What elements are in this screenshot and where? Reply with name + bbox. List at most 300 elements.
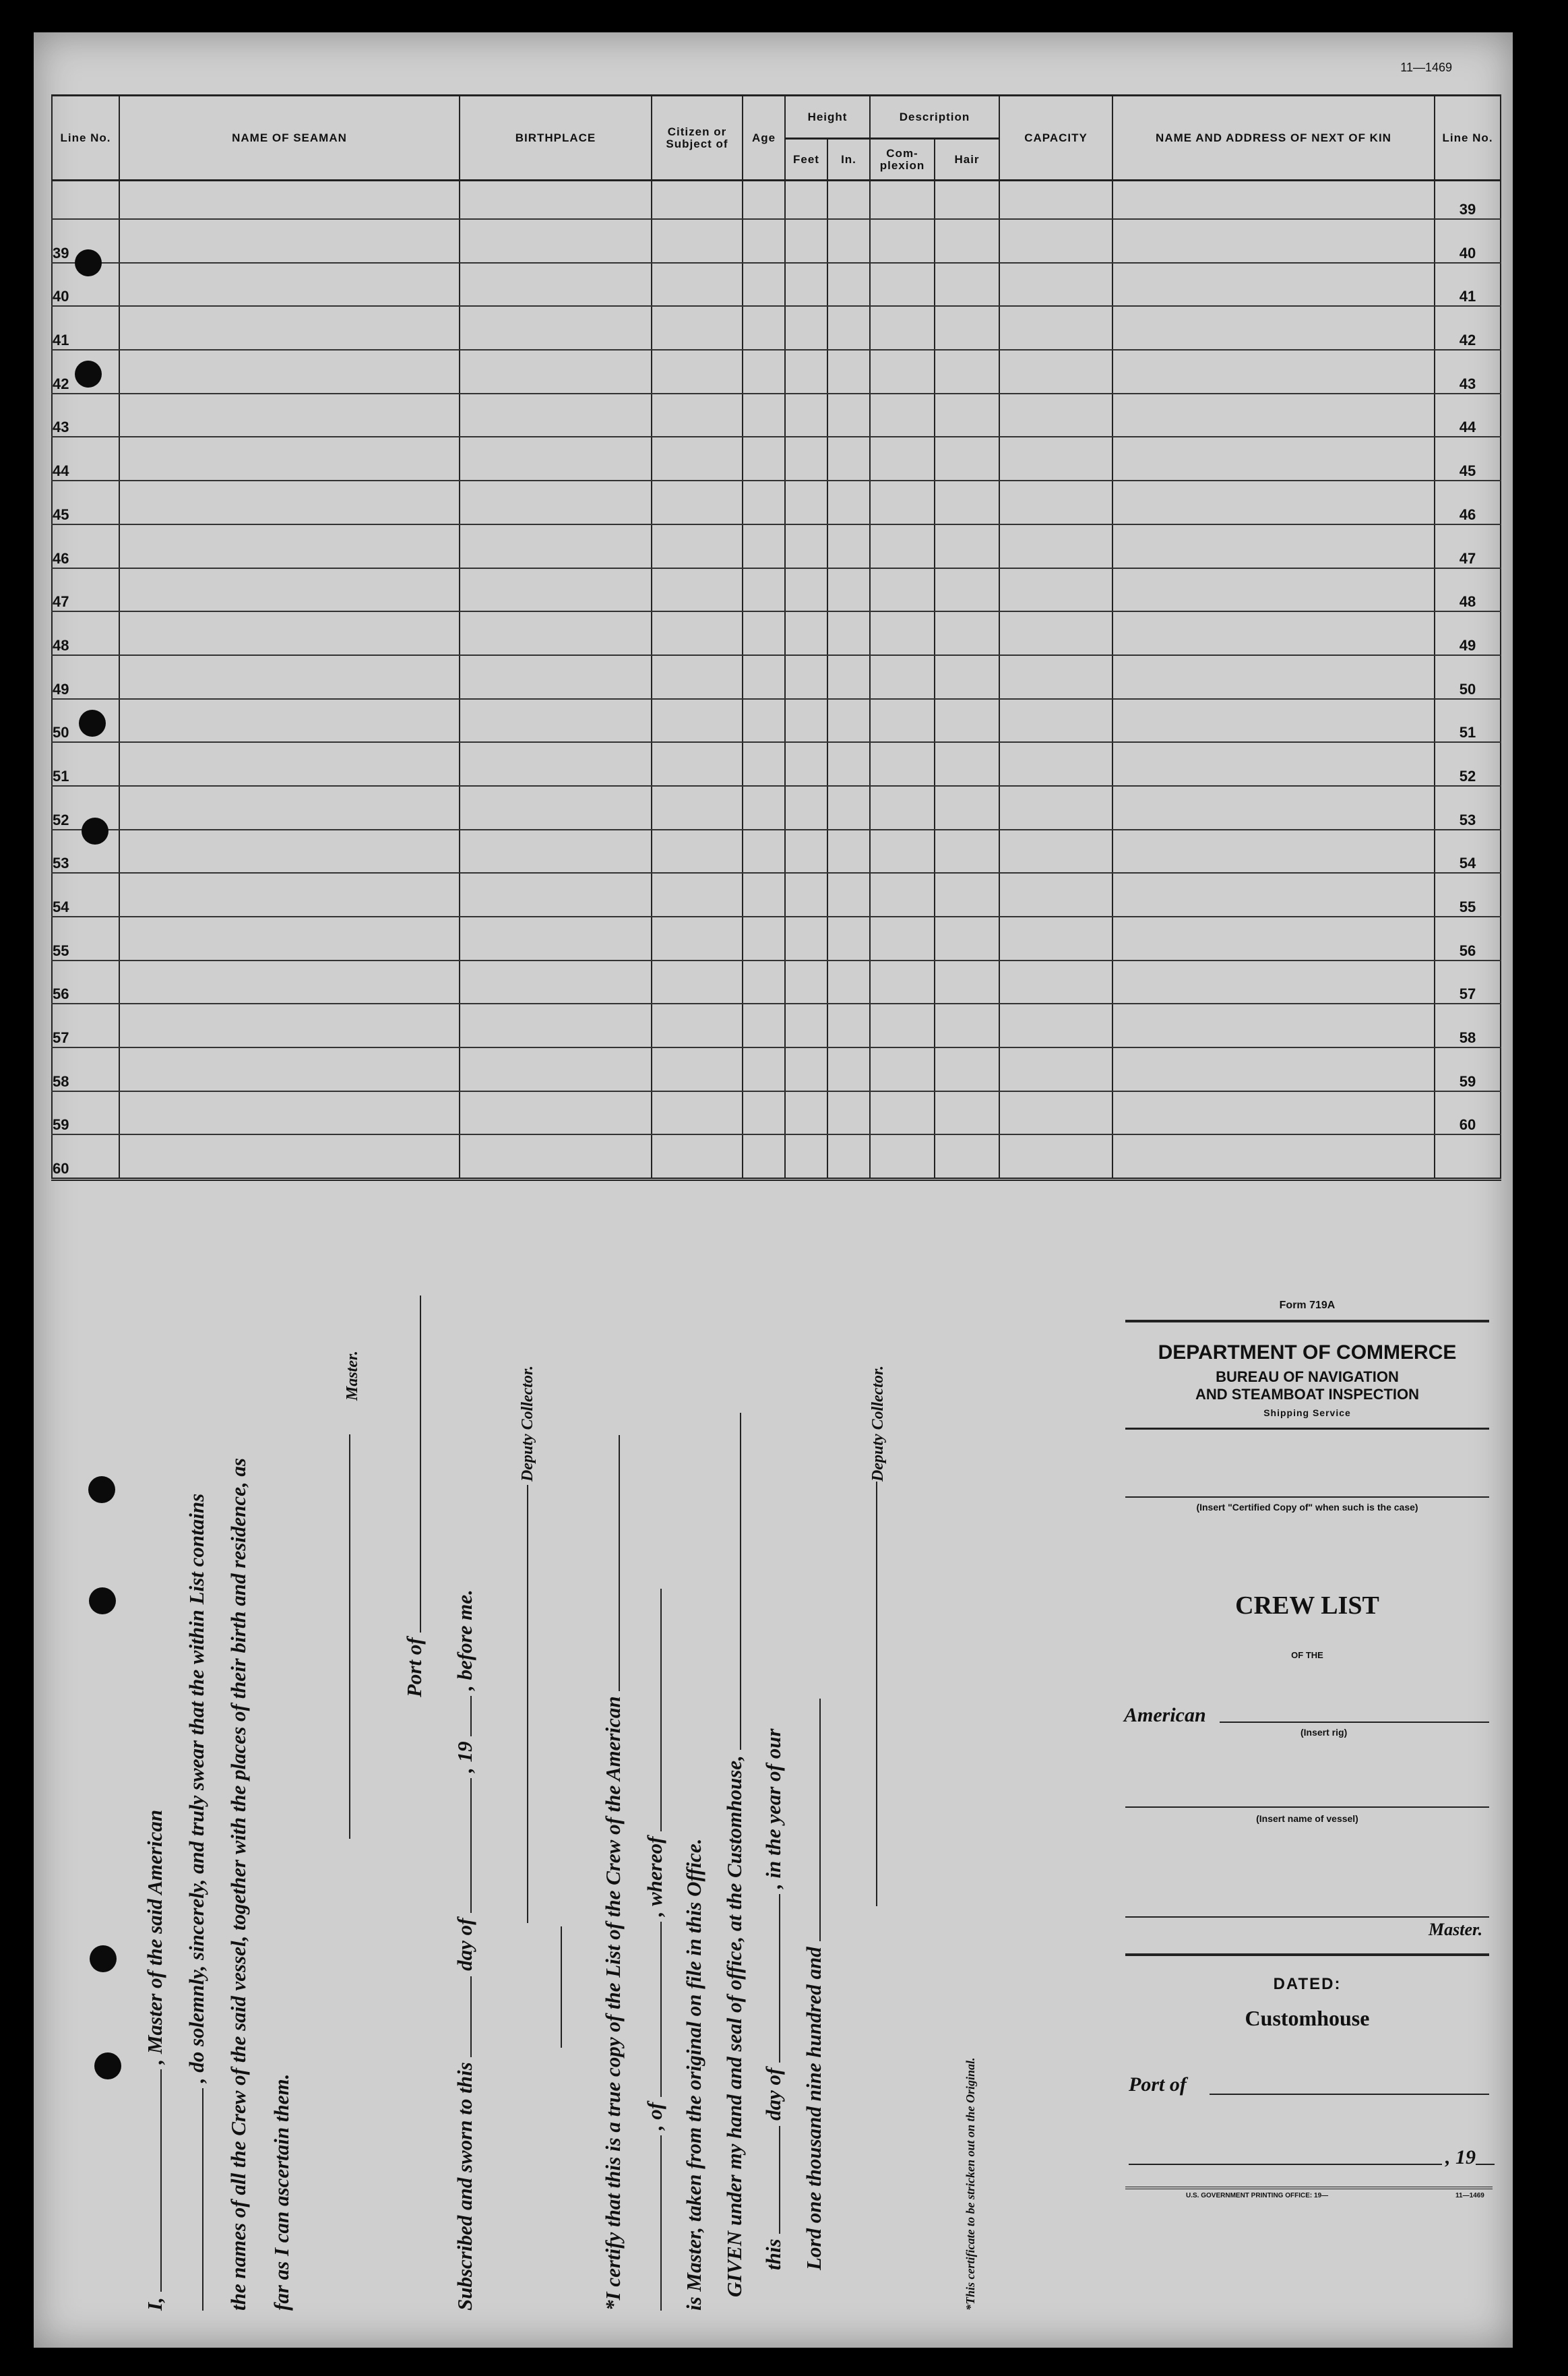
entry-cell[interactable] (743, 699, 785, 743)
entry-cell[interactable] (827, 1004, 870, 1047)
table-row (52, 655, 1501, 699)
entry-cell[interactable] (460, 219, 652, 263)
entry-cell[interactable] (1112, 786, 1435, 830)
entry-cell[interactable] (935, 786, 999, 830)
entry-cell[interactable] (652, 481, 743, 524)
entry-cell[interactable] (827, 873, 870, 917)
entry-cell[interactable] (652, 917, 743, 961)
entry-cell[interactable] (785, 1047, 827, 1091)
entry-cell[interactable] (119, 830, 460, 874)
entry-cell[interactable] (460, 611, 652, 655)
line-number-left: 52 (52, 786, 119, 830)
entry-cell[interactable] (460, 181, 652, 220)
entry-cell[interactable] (743, 1047, 785, 1091)
entry-cell[interactable] (785, 1004, 827, 1047)
entry-cell[interactable] (827, 1091, 870, 1135)
entry-cell[interactable] (743, 394, 785, 437)
line-number-left: 51 (52, 742, 119, 786)
given-month-field[interactable] (760, 1894, 780, 2063)
entry-cell[interactable] (119, 568, 460, 612)
vessel-name-line[interactable] (1125, 1806, 1489, 1808)
entry-cell[interactable] (119, 655, 460, 699)
line-number-left: 56 (52, 961, 119, 1004)
entry-cell[interactable] (785, 1134, 827, 1179)
entry-cell[interactable] (1112, 611, 1435, 655)
entry-cell[interactable] (935, 655, 999, 699)
entry-cell[interactable] (119, 181, 460, 220)
entry-cell[interactable] (1112, 917, 1435, 961)
entry-cell[interactable] (827, 481, 870, 524)
entry-cell[interactable] (785, 786, 827, 830)
entry-cell[interactable] (460, 786, 652, 830)
entry-cell[interactable] (652, 961, 743, 1004)
punch-hole (88, 1476, 115, 1503)
entry-cell[interactable] (999, 699, 1112, 743)
entry-cell[interactable] (935, 524, 999, 568)
entry-cell[interactable] (1112, 350, 1435, 394)
line-number-right: 43 (1435, 350, 1501, 394)
entry-cell[interactable] (743, 742, 785, 786)
entry-cell[interactable] (870, 961, 935, 1004)
entry-cell[interactable] (743, 786, 785, 830)
entry-cell[interactable] (785, 873, 827, 917)
entry-cell[interactable] (460, 1004, 652, 1047)
entry-cell[interactable] (827, 306, 870, 350)
rig-field[interactable] (1220, 1722, 1489, 1723)
entry-cell[interactable] (827, 611, 870, 655)
entry-cell[interactable] (785, 961, 827, 1004)
title-rule-mid (1125, 1428, 1489, 1430)
entry-cell[interactable] (870, 394, 935, 437)
entry-cell[interactable] (119, 394, 460, 437)
entry-cell[interactable] (1112, 481, 1435, 524)
entry-cell[interactable] (743, 655, 785, 699)
entry-cell[interactable] (870, 873, 935, 917)
entry-cell[interactable] (460, 481, 652, 524)
entry-cell[interactable] (652, 263, 743, 307)
entry-cell[interactable] (935, 219, 999, 263)
certify-master-field[interactable] (641, 1589, 662, 1831)
entry-cell[interactable] (935, 481, 999, 524)
entry-cell[interactable] (119, 1047, 460, 1091)
entry-cell[interactable] (999, 263, 1112, 307)
entry-cell[interactable] (743, 961, 785, 1004)
entry-cell[interactable] (827, 699, 870, 743)
entry-cell[interactable] (999, 917, 1112, 961)
entry-cell[interactable] (460, 830, 652, 874)
entry-cell[interactable] (785, 611, 827, 655)
entry-cell[interactable] (1112, 961, 1435, 1004)
entry-cell[interactable] (785, 699, 827, 743)
of-line-b: , whereof (643, 1836, 666, 1917)
entry-cell[interactable] (652, 611, 743, 655)
punch-hole (89, 1587, 116, 1614)
crew-list-title: CREW LIST (1235, 1591, 1379, 1620)
table-row (52, 394, 1501, 437)
subscribed-month-field[interactable] (451, 1778, 472, 1913)
entry-cell[interactable] (652, 394, 743, 437)
entry-cell[interactable] (870, 830, 935, 874)
entry-cell[interactable] (460, 1047, 652, 1091)
table-row (52, 1004, 1501, 1047)
entry-cell[interactable] (119, 350, 460, 394)
dated-label: DATED: (1273, 1975, 1342, 1993)
entry-cell[interactable] (743, 263, 785, 307)
entry-cell[interactable] (119, 481, 460, 524)
table-row (52, 699, 1501, 743)
entry-cell[interactable] (1112, 1047, 1435, 1091)
entry-cell[interactable] (743, 1091, 785, 1135)
entry-cell[interactable] (870, 437, 935, 481)
entry-cell[interactable] (119, 1004, 460, 1047)
deputy-label-1: Deputy Collector. (519, 1366, 536, 1482)
entry-cell[interactable] (652, 181, 743, 220)
crew-table-body (52, 181, 1501, 1180)
header-inches: In. (827, 139, 870, 181)
entry-cell[interactable] (119, 742, 460, 786)
entry-cell[interactable] (870, 1047, 935, 1091)
entry-cell[interactable] (999, 786, 1112, 830)
entry-cell[interactable] (999, 873, 1112, 917)
entry-cell[interactable] (119, 699, 460, 743)
entry-cell[interactable] (785, 181, 827, 220)
entry-cell[interactable] (999, 1047, 1112, 1091)
entry-cell[interactable] (119, 219, 460, 263)
entry-cell[interactable] (460, 873, 652, 917)
entry-cell[interactable] (1112, 699, 1435, 743)
entry-cell[interactable] (785, 1091, 827, 1135)
entry-cell[interactable] (827, 1134, 870, 1179)
entry-cell[interactable] (785, 830, 827, 874)
entry-cell[interactable] (999, 219, 1112, 263)
entry-cell[interactable] (460, 1091, 652, 1135)
entry-cell[interactable] (935, 1091, 999, 1135)
entry-cell[interactable] (119, 873, 460, 917)
entry-cell[interactable] (1112, 306, 1435, 350)
entry-cell[interactable] (743, 873, 785, 917)
entry-cell[interactable] (1112, 263, 1435, 307)
entry-cell[interactable] (935, 917, 999, 961)
master-name-line[interactable] (1125, 1916, 1489, 1918)
entry-cell[interactable] (1112, 394, 1435, 437)
entry-cell[interactable] (935, 437, 999, 481)
entry-cell[interactable] (1112, 742, 1435, 786)
entry-cell[interactable] (870, 263, 935, 307)
entry-cell[interactable] (119, 611, 460, 655)
entry-cell[interactable] (652, 437, 743, 481)
entry-cell[interactable] (935, 306, 999, 350)
master-signature-line[interactable] (349, 1434, 350, 1839)
deputy-signature-line-1[interactable] (527, 1485, 528, 1923)
entry-cell[interactable] (1112, 181, 1435, 220)
entry-cell[interactable] (652, 219, 743, 263)
entry-cell[interactable] (652, 786, 743, 830)
entry-cell[interactable] (827, 917, 870, 961)
entry-cell[interactable] (460, 263, 652, 307)
certified-copy-field[interactable] (1125, 1496, 1489, 1498)
entry-cell[interactable] (460, 961, 652, 1004)
entry-cell[interactable] (999, 961, 1112, 1004)
entry-cell[interactable] (460, 699, 652, 743)
entry-cell[interactable] (785, 437, 827, 481)
entry-cell[interactable] (935, 394, 999, 437)
entry-cell[interactable] (460, 306, 652, 350)
line-number-right: 42 (1435, 306, 1501, 350)
entry-cell[interactable] (119, 306, 460, 350)
entry-cell[interactable] (827, 786, 870, 830)
entry-cell[interactable] (119, 917, 460, 961)
entry-cell[interactable] (999, 524, 1112, 568)
entry-cell[interactable] (785, 481, 827, 524)
entry-cell[interactable] (1112, 655, 1435, 699)
certify-rig-field[interactable] (641, 2135, 662, 2311)
entry-cell[interactable] (652, 1091, 743, 1135)
entry-cell[interactable] (827, 742, 870, 786)
entry-cell[interactable] (1112, 873, 1435, 917)
entry-cell[interactable] (935, 873, 999, 917)
entry-cell[interactable] (743, 181, 785, 220)
entry-cell[interactable] (652, 1004, 743, 1047)
entry-cell[interactable] (935, 830, 999, 874)
entry-cell[interactable] (119, 1134, 460, 1179)
certify-port-field[interactable] (641, 1922, 662, 2097)
entry-cell[interactable] (935, 350, 999, 394)
entry-cell[interactable] (935, 181, 999, 220)
entry-cell[interactable] (743, 1004, 785, 1047)
entry-cell[interactable] (785, 655, 827, 699)
given-port-field[interactable] (721, 1413, 741, 1750)
entry-cell[interactable] (785, 306, 827, 350)
entry-cell[interactable] (827, 830, 870, 874)
entry-cell[interactable] (743, 611, 785, 655)
entry-cell[interactable] (827, 1047, 870, 1091)
entry-cell[interactable] (652, 524, 743, 568)
entry-cell[interactable] (460, 917, 652, 961)
vessel-name-field[interactable] (183, 2088, 203, 2311)
entry-cell[interactable] (460, 350, 652, 394)
master-label: Master. (344, 1350, 361, 1401)
entry-cell[interactable] (119, 786, 460, 830)
certify-vessel-field[interactable] (600, 1435, 620, 1691)
entry-cell[interactable] (652, 350, 743, 394)
title-rule-foot (1125, 2187, 1493, 2189)
entry-cell[interactable] (743, 481, 785, 524)
entry-cell[interactable] (870, 219, 935, 263)
entry-cell[interactable] (119, 263, 460, 307)
given-b: , in the year of our (761, 1728, 785, 1889)
entry-cell[interactable] (652, 306, 743, 350)
entry-cell[interactable] (935, 1134, 999, 1179)
entry-cell[interactable] (999, 181, 1112, 220)
entry-cell[interactable] (870, 699, 935, 743)
entry-cell[interactable] (870, 524, 935, 568)
entry-cell[interactable] (999, 1091, 1112, 1135)
entry-cell[interactable] (999, 394, 1112, 437)
entry-cell[interactable] (1112, 568, 1435, 612)
entry-cell[interactable] (999, 350, 1112, 394)
entry-cell[interactable] (743, 350, 785, 394)
entry-cell[interactable] (785, 350, 827, 394)
table-row (52, 742, 1501, 786)
given-day-field[interactable] (760, 2126, 780, 2234)
entry-cell[interactable] (935, 263, 999, 307)
entry-cell[interactable] (460, 394, 652, 437)
entry-cell[interactable] (1112, 1091, 1435, 1135)
punch-hole (94, 2052, 121, 2079)
entry-cell[interactable] (119, 961, 460, 1004)
master-name-field[interactable] (142, 2069, 162, 2292)
entry-cell[interactable] (785, 219, 827, 263)
subscribed-day-field[interactable] (451, 1976, 472, 2057)
entry-cell[interactable] (743, 830, 785, 874)
entry-cell[interactable] (870, 917, 935, 961)
entry-cell[interactable] (460, 437, 652, 481)
entry-cell[interactable] (1112, 219, 1435, 263)
entry-cell[interactable] (1112, 1134, 1435, 1179)
entry-cell[interactable] (460, 524, 652, 568)
entry-cell[interactable] (870, 1134, 935, 1179)
entry-cell[interactable] (827, 350, 870, 394)
entry-cell[interactable] (652, 873, 743, 917)
entry-cell[interactable] (999, 830, 1112, 874)
entry-cell[interactable] (870, 350, 935, 394)
entry-cell[interactable] (743, 1134, 785, 1179)
line-number-right: 49 (1435, 611, 1501, 655)
subscribed-c: , 19 (453, 1741, 476, 1773)
entry-cell[interactable] (935, 742, 999, 786)
line-number-left: 41 (52, 306, 119, 350)
entry-cell[interactable] (935, 1004, 999, 1047)
entry-cell[interactable] (1112, 524, 1435, 568)
entry-cell[interactable] (935, 1047, 999, 1091)
line-number-right: 53 (1435, 786, 1501, 830)
entry-cell[interactable] (827, 263, 870, 307)
entry-cell[interactable] (785, 263, 827, 307)
form-sheet (34, 32, 1513, 2348)
entry-cell[interactable] (1112, 437, 1435, 481)
entry-cell[interactable] (785, 742, 827, 786)
given-year-field[interactable] (801, 1699, 821, 1941)
date-field-panel[interactable] (1129, 2164, 1442, 2165)
entry-cell[interactable] (460, 655, 652, 699)
punch-hole (75, 249, 102, 276)
line-number-right: 59 (1435, 1047, 1501, 1091)
entry-cell[interactable] (652, 568, 743, 612)
entry-cell[interactable] (999, 611, 1112, 655)
line-number-left: 46 (52, 524, 119, 568)
entry-cell[interactable] (119, 437, 460, 481)
printing-office: U.S. GOVERNMENT PRINTING OFFICE: 19— (1186, 2192, 1329, 2199)
entry-cell[interactable] (870, 611, 935, 655)
line-number-left: 40 (52, 263, 119, 307)
entry-cell[interactable] (119, 1091, 460, 1135)
entry-cell[interactable] (999, 1004, 1112, 1047)
entry-cell[interactable] (785, 394, 827, 437)
of-line-a: , of (643, 2102, 666, 2131)
entry-cell[interactable] (999, 1134, 1112, 1179)
line-number-right: 54 (1435, 830, 1501, 874)
entry-cell[interactable] (870, 1091, 935, 1135)
entry-cell[interactable] (870, 306, 935, 350)
entry-cell[interactable] (999, 481, 1112, 524)
entry-cell[interactable] (652, 655, 743, 699)
oath-line2: , do solemnly, sincerely, and truly swear that the within List contains (185, 1493, 208, 2083)
entry-cell[interactable] (870, 742, 935, 786)
line-number-right: 39 (1435, 181, 1501, 220)
port-field[interactable] (401, 1296, 421, 1633)
entry-cell[interactable] (785, 524, 827, 568)
entry-cell[interactable] (652, 830, 743, 874)
entry-cell[interactable] (999, 742, 1112, 786)
header-line-no-right: Line No. (1435, 96, 1501, 181)
entry-cell[interactable] (827, 524, 870, 568)
entry-cell[interactable] (870, 1004, 935, 1047)
entry-cell[interactable] (827, 961, 870, 1004)
entry-cell[interactable] (999, 306, 1112, 350)
entry-cell[interactable] (870, 655, 935, 699)
entry-cell[interactable] (870, 568, 935, 612)
entry-cell[interactable] (827, 568, 870, 612)
entry-cell[interactable] (652, 742, 743, 786)
subscribed-year-field[interactable] (451, 1696, 472, 1736)
entry-cell[interactable] (743, 917, 785, 961)
line-number-right: 58 (1435, 1004, 1501, 1047)
entry-cell[interactable] (935, 699, 999, 743)
entry-cell[interactable] (743, 306, 785, 350)
year-field-panel[interactable] (1476, 2164, 1495, 2165)
entry-cell[interactable] (1112, 830, 1435, 874)
entry-cell[interactable] (460, 1134, 652, 1179)
entry-cell[interactable] (785, 568, 827, 612)
entry-cell[interactable] (743, 219, 785, 263)
entry-cell[interactable] (119, 524, 460, 568)
entry-cell[interactable] (935, 568, 999, 612)
entry-cell[interactable] (827, 655, 870, 699)
entry-cell[interactable] (785, 917, 827, 961)
entry-cell[interactable] (935, 961, 999, 1004)
entry-cell[interactable] (743, 437, 785, 481)
line-number-left: 57 (52, 1004, 119, 1047)
entry-cell[interactable] (652, 699, 743, 743)
entry-cell[interactable] (827, 394, 870, 437)
entry-cell[interactable] (460, 742, 652, 786)
entry-cell[interactable] (652, 1134, 743, 1179)
entry-cell[interactable] (652, 1047, 743, 1091)
entry-cell[interactable] (999, 655, 1112, 699)
entry-cell[interactable] (460, 568, 652, 612)
entry-cell[interactable] (870, 181, 935, 220)
entry-cell[interactable] (827, 181, 870, 220)
table-row (52, 1134, 1501, 1179)
line-number-left (52, 181, 119, 220)
table-row (52, 568, 1501, 612)
line-number-left: 43 (52, 394, 119, 437)
entry-cell[interactable] (1112, 1004, 1435, 1047)
entry-cell[interactable] (827, 219, 870, 263)
certify-text: *I certify that this is a true copy of the List of the Crew of the American (601, 1696, 625, 2311)
port-of-field-panel[interactable] (1210, 2094, 1489, 2095)
table-row (52, 611, 1501, 655)
entry-cell[interactable] (743, 568, 785, 612)
entry-cell[interactable] (827, 437, 870, 481)
deputy-signature-line-2[interactable] (876, 1482, 877, 1906)
entry-cell[interactable] (870, 786, 935, 830)
entry-cell[interactable] (743, 524, 785, 568)
entry-cell[interactable] (999, 568, 1112, 612)
entry-cell[interactable] (999, 437, 1112, 481)
entry-cell[interactable] (935, 611, 999, 655)
entry-cell[interactable] (870, 481, 935, 524)
